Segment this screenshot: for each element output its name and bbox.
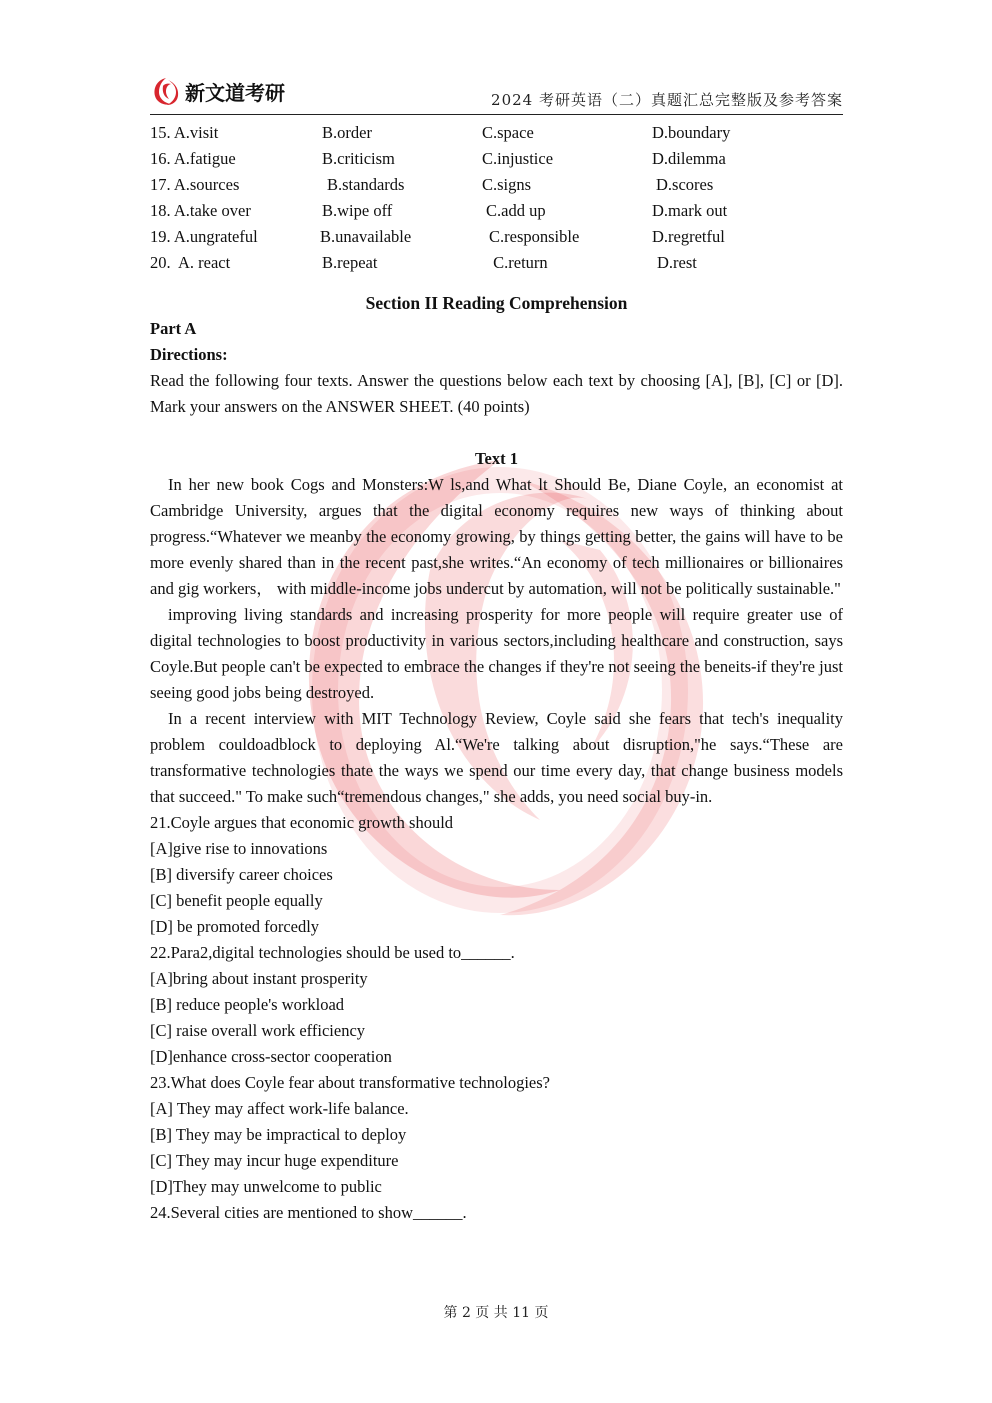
option-b: B.unavailable bbox=[320, 227, 412, 246]
option-c: C.signs bbox=[482, 175, 532, 194]
option-a: A.visit bbox=[173, 123, 219, 142]
page-content bbox=[150, 120, 843, 1226]
option-a: A.fatigue bbox=[173, 149, 236, 168]
option-row bbox=[150, 172, 843, 198]
question-block bbox=[150, 810, 843, 940]
question-number: 20. bbox=[150, 253, 171, 272]
question-stem: 23.What does Coyle fear about transformative technologies? bbox=[150, 1073, 550, 1092]
question-block bbox=[150, 1200, 843, 1226]
logo-text: 新文道考研 bbox=[185, 80, 285, 105]
answer-option: [D] be promoted forcedly bbox=[150, 917, 320, 936]
question-number-and-option-a bbox=[150, 172, 239, 198]
answer-option: [C] benefit people equally bbox=[150, 891, 323, 910]
question-stem: 22.Para2,digital technologies should be used to______. bbox=[150, 943, 515, 962]
option-a: A.ungrateful bbox=[173, 227, 258, 246]
option-row bbox=[150, 250, 843, 276]
answer-option: [A]bring about instant prosperity bbox=[150, 969, 368, 988]
question-stem: 24.Several cities are mentioned to show______. bbox=[150, 1203, 467, 1222]
text-paragraph: In a recent interview with MIT Technology Review, Coyle said she fears that tech's inequality problem couldoadblock to deploying Al.“We're talking about disruption,"he says.“These are transformative technologies thate the ways we spend our time every day, that change business models that succeed." To make such“tremendous changes," she adds, you need social buy-in. bbox=[150, 709, 843, 806]
question-number-and-option-a bbox=[150, 146, 236, 172]
option-d: D.regretful bbox=[652, 227, 725, 246]
directions-text: Read the following four texts. Answer the questions below each text by choosing [A], [B], [C] or [D]. Mark your answers on the ANSWER SHEET. (40 points) bbox=[150, 371, 843, 416]
question-number-and-option-a bbox=[150, 250, 230, 276]
question-number: 18. bbox=[150, 201, 171, 220]
answer-option: [C] They may incur huge expenditure bbox=[150, 1151, 399, 1170]
option-row bbox=[150, 120, 843, 146]
option-b: B.order bbox=[322, 123, 372, 142]
question-number: 17. bbox=[150, 175, 171, 194]
option-c: C.add up bbox=[486, 201, 546, 220]
brand-logo bbox=[150, 74, 285, 108]
page-header bbox=[150, 70, 843, 115]
question-block bbox=[150, 1070, 843, 1200]
answer-option: [B] diversify career choices bbox=[150, 865, 333, 884]
question-number: 16. bbox=[150, 149, 171, 168]
directions-label: Directions: bbox=[150, 345, 228, 364]
question-number: 19. bbox=[150, 227, 171, 246]
part-label: Part A bbox=[150, 319, 197, 338]
answer-option: [A] They may affect work-life balance. bbox=[150, 1099, 409, 1118]
option-d: D.mark out bbox=[652, 201, 728, 220]
option-c: C.space bbox=[482, 123, 534, 142]
option-b: B.standards bbox=[327, 175, 405, 194]
option-b: B.wipe off bbox=[322, 201, 393, 220]
option-a: A.take over bbox=[173, 201, 251, 220]
option-row bbox=[150, 198, 843, 224]
text-paragraph: improving living standards and increasing prosperity for more people will require greater use of digital technologies to boost productivity in various sectors,including healthcare and construction, says Coyle.But people can't be expected to embrace the changes if they're not seeing the beneits-if they're just seeing good jobs being destroyed. bbox=[150, 605, 843, 702]
option-d: D.boundary bbox=[652, 123, 731, 142]
option-a: A.sources bbox=[173, 175, 240, 194]
question-block bbox=[150, 940, 843, 1070]
option-c: C.return bbox=[489, 253, 548, 272]
option-c: C.responsible bbox=[489, 227, 580, 246]
answer-option: [B] They may be impractical to deploy bbox=[150, 1125, 407, 1144]
option-d: D.rest bbox=[657, 253, 697, 272]
option-d: D.scores bbox=[656, 175, 714, 194]
question-number: 15. bbox=[150, 123, 171, 142]
text-paragraph: In her new book Cogs and Monsters:W ls,and What lt Should Be, Diane Coyle, an economist at Cambridge University, argues that the digital economy requires new ways of thinking about progress.“Whatever we meanby the economy growing, by things getting better, the gains will have to be more evenly shared than in the recent past,she writes.“An economy of tech millionaires or billionaires and gig workers， with middle-income jobs undercut by automation, will not be politically sustainable." bbox=[150, 475, 843, 598]
answer-option: [C] raise overall work efficiency bbox=[150, 1021, 366, 1040]
flame-logo-icon bbox=[150, 75, 182, 107]
option-c: C.injustice bbox=[482, 149, 554, 168]
option-b: B.criticism bbox=[322, 149, 395, 168]
question-number-and-option-a bbox=[150, 224, 258, 250]
answer-option: [D]They may unwelcome to public bbox=[150, 1177, 382, 1196]
text-title: Text 1 bbox=[475, 449, 518, 468]
answer-option: [A]give rise to innovations bbox=[150, 839, 328, 858]
document-title: 2024 考研英语（二）真题汇总完整版及参考答案 bbox=[491, 91, 843, 109]
answer-option: [B] reduce people's workload bbox=[150, 995, 345, 1014]
question-number-and-option-a bbox=[150, 120, 218, 146]
option-row bbox=[150, 224, 843, 250]
option-a: A. react bbox=[174, 253, 231, 272]
section-title: Section II Reading Comprehension bbox=[365, 293, 628, 313]
page-footer: 第 2 页 共 11 页 bbox=[443, 1305, 549, 1321]
question-number-and-option-a bbox=[150, 198, 251, 224]
option-row bbox=[150, 146, 843, 172]
option-b: B.repeat bbox=[322, 253, 378, 272]
answer-option: [D]enhance cross-sector cooperation bbox=[150, 1047, 392, 1066]
option-d: D.dilemma bbox=[652, 149, 726, 168]
cloze-options bbox=[150, 120, 843, 276]
question-stem: 21.Coyle argues that economic growth should bbox=[150, 813, 454, 832]
